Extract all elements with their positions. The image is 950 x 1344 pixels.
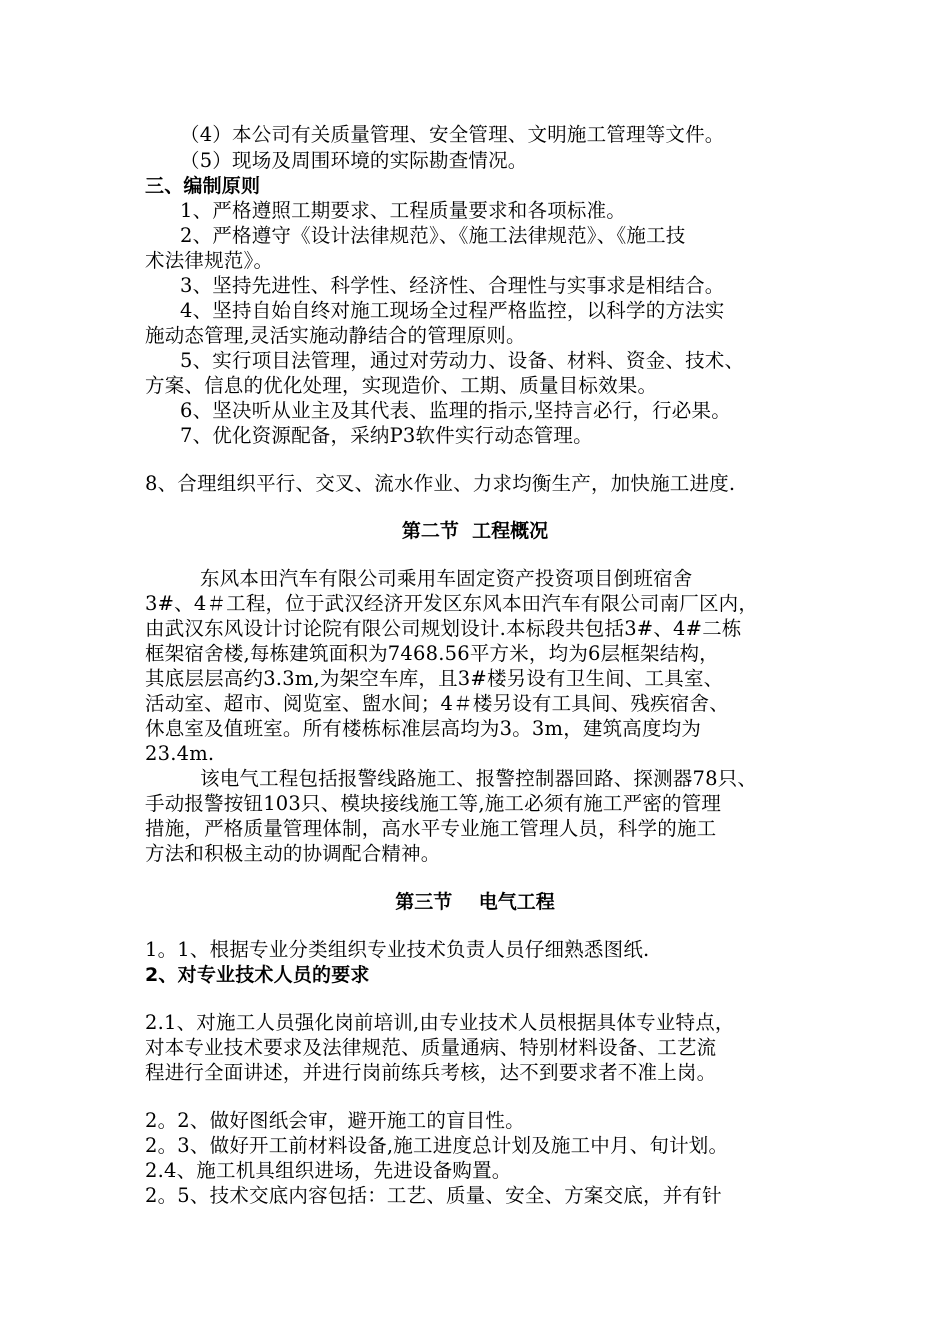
overview-text-line: 23.4m.	[145, 742, 215, 765]
basis-item-4: （4）本公司有关质量管理、安全管理、文明施工管理等文件。	[180, 123, 725, 146]
requirement-item: 2。3、做好开工前材料设备,施工进度总计划及施工中月、旬计划。	[145, 1134, 729, 1157]
overview-text-line: 东风本田汽车有限公司乘用车固定资产投资项目倒班宿舍	[200, 567, 693, 590]
principle-line: 术法律规范》。	[145, 249, 274, 272]
overview-text-line: 休息室及值班室。所有楼栋标准层高均为3。3m，建筑高度均为	[145, 717, 702, 740]
electrical-scope-line: 手动报警按钮103只、模块接线施工等,施工必须有施工严密的管理	[145, 792, 722, 815]
overview-text-line: 活动室、超市、阅览室、盥水间；4＃楼另设有工具间、残疾宿舍、	[145, 692, 729, 715]
basis-item-5: （5）现场及周围环境的实际勘查情况。	[180, 149, 528, 172]
electrical-line-1-1: 1。1、根据专业分类组织专业技术负责人员仔细熟悉图纸.	[145, 938, 650, 961]
electrical-scope-line: 措施，严格质量管理体制，高水平专业施工管理人员，科学的施工	[145, 817, 717, 840]
section-heading-overview: 第二节 工程概况	[401, 520, 549, 542]
requirement-item: 2.4、施工机具组织进场，先进设备购置。	[145, 1159, 512, 1182]
electrical-scope-line: 该电气工程包括报警线路施工、报警控制器回路、探测器78只、	[200, 767, 758, 790]
overview-text-line: 3#、4＃工程，位于武汉经济开发区东风本田汽车有限公司南厂区内，	[145, 592, 759, 615]
requirement-item: 2。5、技术交底内容包括：工艺、质量、安全、方案交底，并有针	[145, 1184, 722, 1207]
principle-line: 8、合理组织平行、交叉、流水作业、力求均衡生产，加快施工进度.	[145, 472, 736, 495]
requirements-heading: 2、对专业技术人员的要求	[145, 964, 370, 986]
principle-line: 3、坚持先进性、科学性、经济性、合理性与实事求是相结合。	[180, 274, 725, 297]
overview-text-line: 其底层层高约3.3m,为架空车库，且3#楼另设有卫生间、工具室、	[145, 667, 724, 690]
requirement-2-1-line: 对本专业技术要求及法律规范、质量通病、特别材料设备、工艺流	[145, 1036, 717, 1059]
requirement-item: 2。2、做好图纸会审，避开施工的盲目性。	[145, 1109, 525, 1132]
principle-line: 方案、信息的优化处理，实现造价、工期、质量目标效果。	[145, 374, 658, 397]
principles-heading: 三、编制原则	[145, 175, 261, 197]
overview-text-line: 框架宿舍楼,每栋建筑面积为7468.56平方米，均为6层框架结构，	[145, 642, 719, 665]
principle-line: 7、优化资源配备，采纳P3软件实行动态管理。	[180, 424, 593, 447]
principle-line: 1、严格遵照工期要求、工程质量要求和各项标准。	[180, 199, 627, 222]
principle-line: 5、实行项目法管理，通过对劳动力、设备、材料、资金、技术、	[180, 349, 745, 372]
overview-text-line: 由武汉东风设计讨论院有限公司规划设计.本标段共包括3#、4#二栋	[145, 617, 742, 640]
principle-line: 2、严格遵守《设计法律规范》、《施工法律规范》、《施工技	[180, 224, 686, 247]
principle-line: 6、坚决听从业主及其代表、监理的指示,坚持言必行，行必果。	[180, 399, 731, 422]
electrical-scope-line: 方法和积极主动的协调配合精神。	[145, 842, 441, 865]
requirement-2-1-line: 2.1、对施工人员强化岗前培训,由专业技术人员根据具体专业特点，	[145, 1011, 735, 1034]
principle-line: 施动态管理,灵活实施动静结合的管理原则。	[145, 324, 526, 347]
requirement-2-1-line: 程进行全面讲述，并进行岗前练兵考核，达不到要求者不准上岗。	[145, 1061, 717, 1084]
section-heading-electrical: 第三节 电气工程	[395, 891, 555, 913]
principle-line: 4、坚持自始自终对施工现场全过程严格监控，以科学的方法实	[180, 299, 725, 322]
